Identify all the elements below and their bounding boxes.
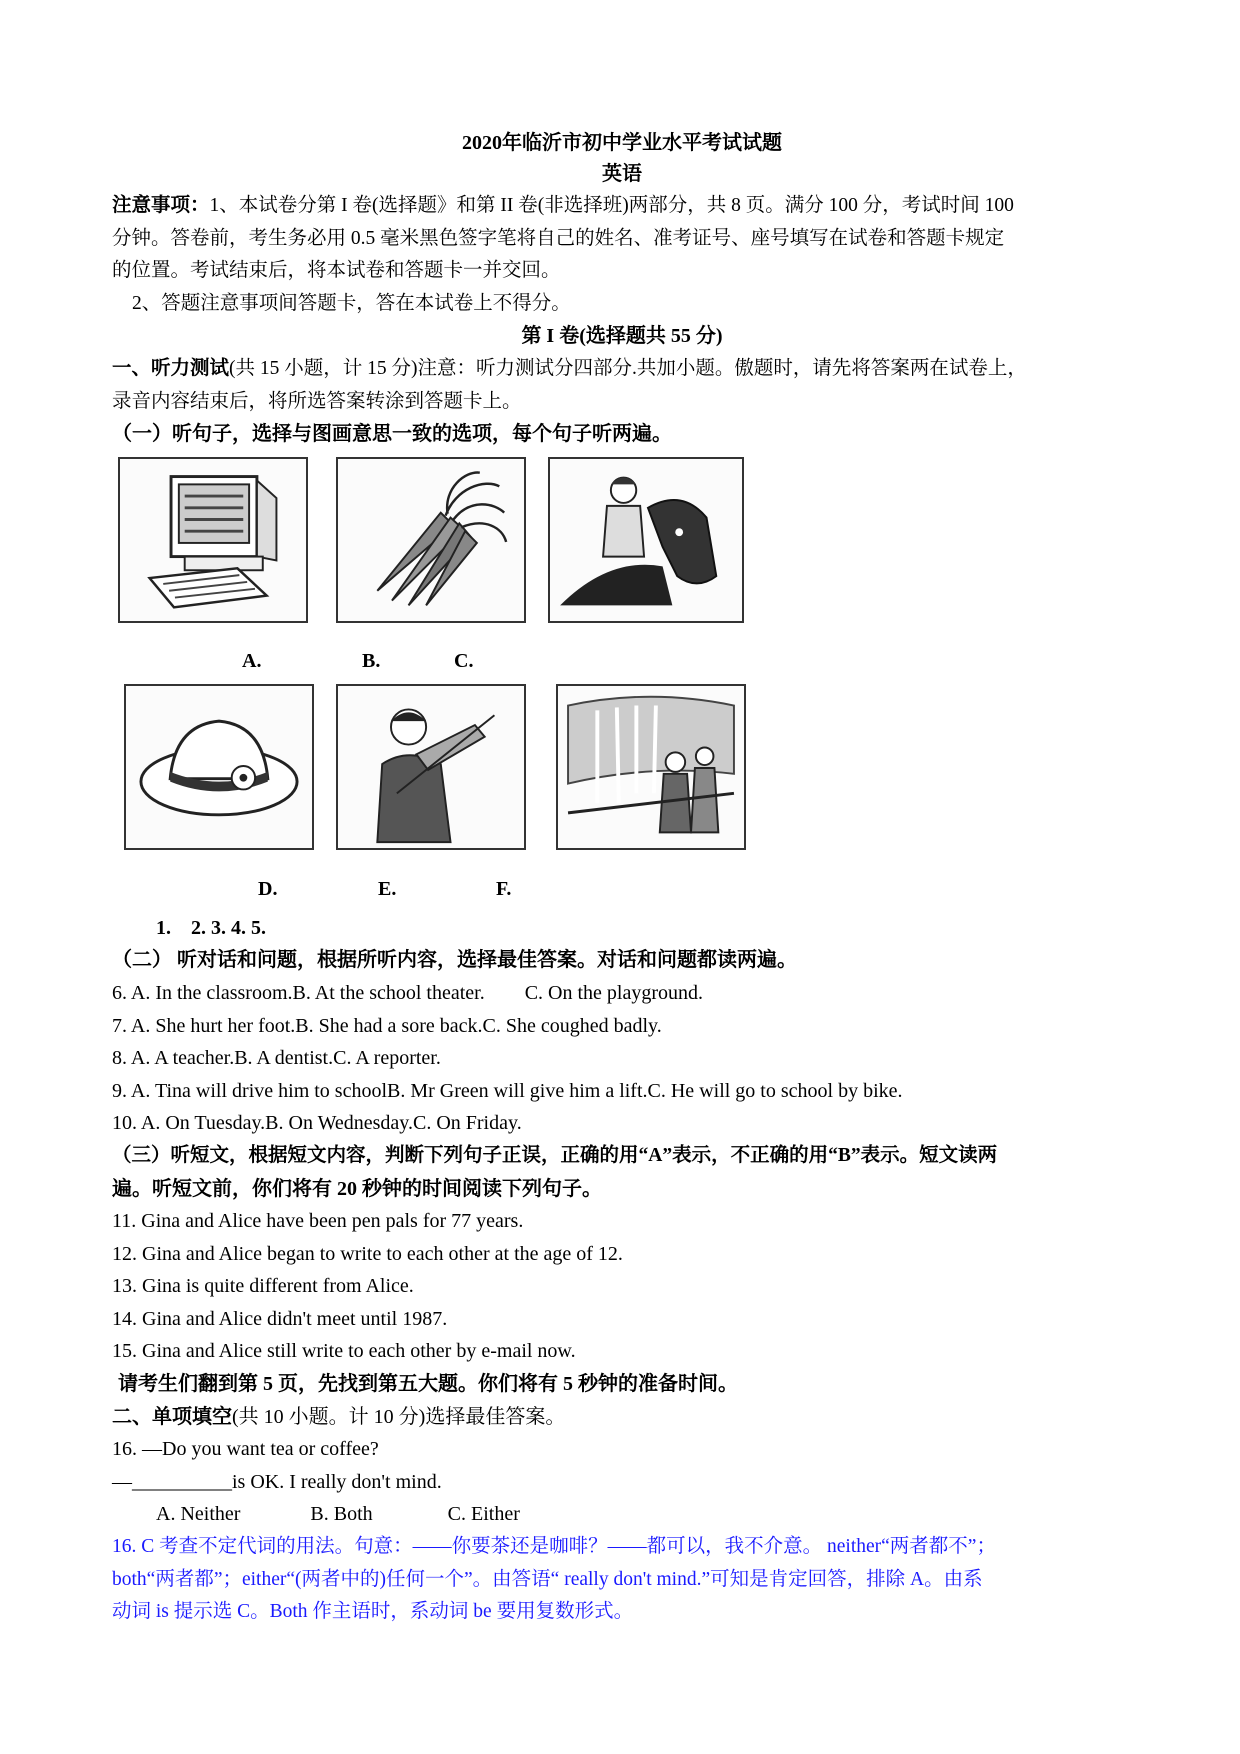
section1-line-1 — [112, 353, 1132, 386]
picture-labels-row-1 — [112, 646, 1132, 684]
label-a: A. — [242, 649, 262, 672]
picture-e-violinist — [336, 684, 526, 850]
answer-16-line-3: 动词 is 提示选 C。Both 作主语时，系动词 be 要用复数形式。 — [112, 1601, 634, 1623]
sub-section-3-line-1: （三）听短文，根据短文内容，判断下列句子正误，正确的用“A”表示，不正确的用“B”表示。短文读两 — [112, 1144, 998, 1166]
question-14: 14. Gina and Alice didn't meet until 1987. — [112, 1307, 448, 1330]
question-numbers-1-5: 1. 2. 3. 4. 5. — [156, 916, 266, 939]
picture-a-computer — [118, 457, 308, 623]
question-8: 8. A. A teacher.B. A dentist.C. A reporter. — [112, 1047, 441, 1070]
section2-header — [112, 1401, 1132, 1434]
label-f: F. — [496, 877, 512, 900]
picture-row-1 — [112, 451, 1132, 646]
section1-text-a: (共 15 小题，计 15 分)注意：听力测试分四部分.共加小题。傲题时，请先将答案两在试卷上， — [229, 357, 1027, 379]
question-9: 9. A. Tina will drive him to schoolB. Mr Green will give him a lift.C. He will go to school by bike. — [112, 1079, 903, 1102]
notice-line-3: 的位置。考试结束后，将本试卷和答题卡一并交回。 — [112, 260, 561, 282]
label-e: E. — [378, 877, 397, 900]
question-16-options: A. Neither B. Both C. Either — [156, 1503, 520, 1526]
question-16-line-2: —__________is OK. I really don't mind. — [112, 1470, 442, 1493]
question-7: 7. A. She hurt her foot.B. She had a sore back.C. She coughed badly. — [112, 1014, 662, 1037]
question-16-line-1: 16. —Do you want tea or coffee? — [112, 1438, 379, 1461]
question-10: 10. A. On Tuesday.B. On Wednesday.C. On Friday. — [112, 1112, 522, 1135]
part1-title: 第 I 卷(选择题共 55 分) — [521, 325, 723, 348]
label-d: D. — [258, 877, 278, 900]
answer-16-line-2: both“两者都”；either“(两者中的)任何一个”。由答语“ really don't mind.”可知是肯定回答，排除 A。由系 — [112, 1568, 983, 1590]
picture-labels-row-2 — [112, 874, 1132, 912]
question-11: 11. Gina and Alice have been pen pals for 77 years. — [112, 1210, 524, 1233]
notice-item1-part1: 1、本试卷分第 I 卷(选择题》和第 II 卷(非选择班)两部分，共 8 页。满分 100 分，考试时间 100 — [209, 195, 1014, 216]
section1-line-2: 录音内容结束后，将所选答案转涂到答题卡上。 — [112, 390, 522, 412]
subject-title: 英语 — [602, 163, 642, 185]
picture-f-waterfall-tourists — [556, 684, 746, 850]
sub-section-1: （一）听句子，选择与图画意思一致的选项，每个句子听两遍。 — [112, 423, 672, 446]
sub-section-3-line-2: 遍。听短文前，你们将有 20 秒钟的时间阅读下列句子。 — [112, 1177, 602, 1200]
picture-d-hat — [124, 684, 314, 850]
picture-c-horse-rider — [548, 457, 744, 623]
exam-page — [112, 128, 1132, 1629]
question-12: 12. Gina and Alice began to write to each other at the age of 12. — [112, 1242, 623, 1265]
notice-line-2: 分钟。答卷前，考生务必用 0.5 毫米黑色签字笔将自己的姓名、准考证号、座号填写在试卷和答题卡规定 — [112, 227, 1005, 249]
exam-title: 2020年临沂市初中学业水平考试试题 — [462, 132, 782, 154]
notice-line-1 — [112, 190, 1132, 223]
question-15: 15. Gina and Alice still write to each other by e-mail now. — [112, 1340, 576, 1363]
section2-label: 二、单项填空 — [112, 1405, 232, 1428]
notice-label: 注意事项： — [112, 195, 210, 216]
picture-row-2 — [112, 684, 1132, 874]
section1-label: 一、听力测试 — [112, 357, 230, 379]
notice-item-2: 2、答题注意事项间答题卡，答在本试卷上不得分。 — [132, 292, 571, 314]
picture-b-carrots — [336, 457, 526, 623]
label-c: C. — [454, 649, 474, 672]
question-6: 6. A. In the classroom.B. At the school theater. C. On the playground. — [112, 981, 704, 1004]
turn-page-instruction: 请考生们翻到第 5 页，先找到第五大题。你们将有 5 秒钟的准备时间。 — [118, 1373, 738, 1396]
sub-section-2: （二） 听对话和问题，根据所听内容，选择最佳答案。对话和问题都读两遍。 — [112, 949, 797, 972]
answer-16-line-1: 16. C 考查不定代词的用法。句意：——你要茶还是咖啡？——都可以，我不介意。 neither“两者都不”； — [112, 1536, 996, 1558]
question-13: 13. Gina is quite different from Alice. — [112, 1275, 414, 1298]
section2-text: (共 10 小题。计 10 分)选择最佳答案。 — [232, 1405, 566, 1428]
label-b: B. — [362, 649, 381, 672]
